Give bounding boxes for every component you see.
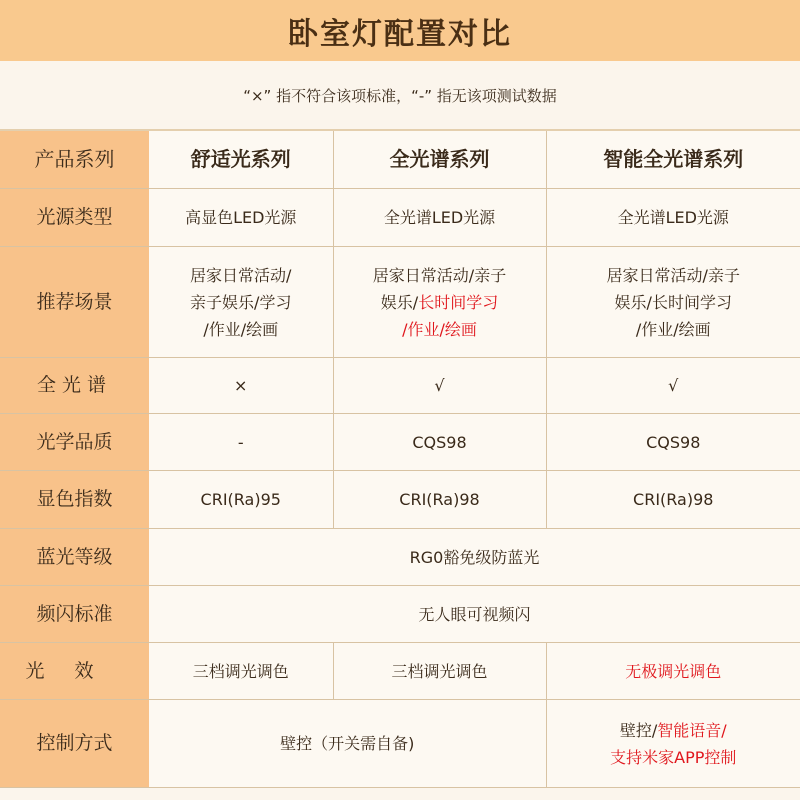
cell xyxy=(333,247,546,358)
cross-mark-icon: × xyxy=(149,358,333,414)
row-label: 频闪标准 xyxy=(0,586,149,643)
row-effect xyxy=(0,643,800,700)
check-mark-icon: √ xyxy=(333,358,546,414)
row-label: 光学品质 xyxy=(0,414,149,471)
cell-line: 居家日常活动/亲子 xyxy=(372,265,507,285)
highlight-text: 智能语音/ xyxy=(657,720,727,740)
cell: 全光谱LED光源 xyxy=(333,189,546,247)
row-label: 光源类型 xyxy=(0,189,149,247)
title-bar xyxy=(0,0,800,61)
cell: CQS98 xyxy=(333,414,546,471)
row-label: 蓝光等级 xyxy=(0,529,149,586)
cell-line: 居家日常活动/ xyxy=(190,265,292,285)
row-blue-light xyxy=(0,529,800,586)
cell-line: /作业/绘画 xyxy=(635,319,711,339)
row-label: 光效 xyxy=(0,643,149,700)
cell-line: 娱乐/长时间学习 xyxy=(614,292,732,312)
highlight-text: 支持米家APP控制 xyxy=(610,747,737,767)
row-full-spectrum xyxy=(0,358,800,414)
row-scenario xyxy=(0,247,800,358)
cell: 全光谱LED光源 xyxy=(546,189,800,247)
col-header-smart-full-spectrum: 智能全光谱系列 xyxy=(546,131,800,189)
cell: 壁控（开关需自备) xyxy=(149,700,546,788)
row-label: 推荐场景 xyxy=(0,247,149,358)
cell xyxy=(546,700,800,788)
cell: - xyxy=(149,414,333,471)
highlight-text: 长时间学习 xyxy=(418,292,499,312)
row-cri xyxy=(0,471,800,529)
row-label: 显色指数 xyxy=(0,471,149,529)
cell: 三档调光调色 xyxy=(149,643,333,700)
cell: CRI(Ra)98 xyxy=(333,471,546,529)
cell-line: 壁控/ xyxy=(619,720,658,740)
cell-line: /作业/绘画 xyxy=(203,319,279,339)
cell-line: 娱乐/ xyxy=(380,292,419,312)
highlight-text: /作业/绘画 xyxy=(402,319,477,339)
row-flicker xyxy=(0,586,800,643)
cell: CRI(Ra)98 xyxy=(546,471,800,529)
page-title: 卧室灯配置对比 xyxy=(288,16,512,52)
cell: CQS98 xyxy=(546,414,800,471)
cell: 无人眼可视频闪 xyxy=(149,586,800,643)
row-label: 全光谱 xyxy=(0,358,149,414)
col-header-comfort: 舒适光系列 xyxy=(149,131,333,189)
cell: 高显色LED光源 xyxy=(149,189,333,247)
row-light-source xyxy=(0,189,800,247)
row-label-series: 产品系列 xyxy=(0,131,149,189)
cell-line: 亲子娱乐/学习 xyxy=(190,292,292,312)
cell: 三档调光调色 xyxy=(333,643,546,700)
check-mark-icon: √ xyxy=(546,358,800,414)
row-control xyxy=(0,700,800,788)
cell-highlight: 无极调光调色 xyxy=(546,643,800,700)
comparison-table xyxy=(0,131,800,788)
cell xyxy=(149,247,333,358)
cell: RG0豁免级防蓝光 xyxy=(149,529,800,586)
col-header-full-spectrum: 全光谱系列 xyxy=(333,131,546,189)
row-label: 控制方式 xyxy=(0,700,149,788)
cell: CRI(Ra)95 xyxy=(149,471,333,529)
header-row xyxy=(0,131,800,189)
row-optical-quality xyxy=(0,414,800,471)
cell-line: 居家日常活动/亲子 xyxy=(606,265,740,285)
cell xyxy=(546,247,800,358)
legend-note: “×” 指不符合该项标准，“-” 指无该项测试数据 xyxy=(0,61,800,131)
